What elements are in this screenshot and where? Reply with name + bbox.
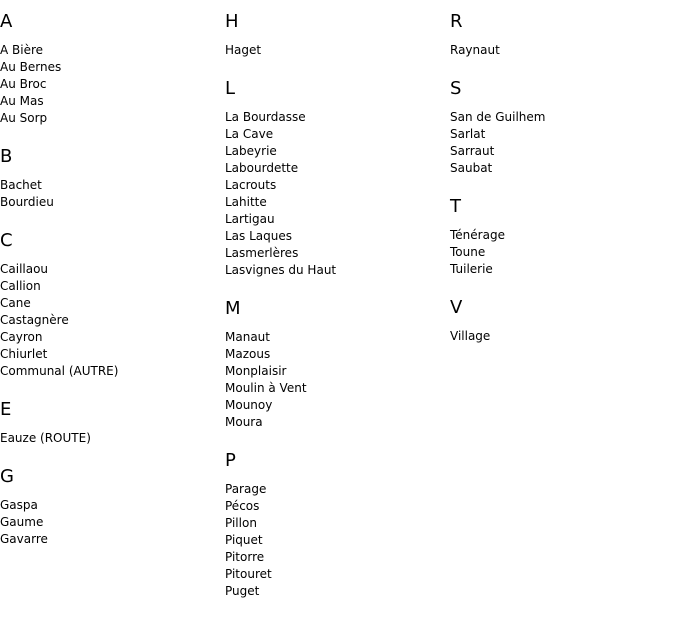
index-column-3 [450,0,670,345]
place-link[interactable]: Bourdieu [0,195,54,209]
place-link[interactable]: Lacrouts [225,178,277,192]
place-link[interactable]: Cayron [0,330,43,344]
place-link[interactable]: Castagnère [0,313,69,327]
place-list [0,430,220,447]
place-link[interactable]: Piquet [225,533,263,547]
place-link[interactable]: Callion [0,279,41,293]
letter-heading: B [0,146,13,167]
place-link[interactable]: Gavarre [0,532,48,546]
place-link[interactable]: La Cave [225,127,274,141]
place-link[interactable]: Sarlat [450,127,486,141]
letter-heading: R [450,11,463,32]
letter-heading: H [225,11,239,32]
place-link[interactable]: Moulin à Vent [225,381,307,395]
place-list [0,42,220,127]
place-link[interactable]: Labourdette [225,161,299,175]
place-list [225,329,445,431]
place-link[interactable]: Gaume [0,515,44,529]
place-link[interactable]: Labeyrie [225,144,277,158]
letter-group-g [0,467,220,548]
place-link[interactable]: Village [450,329,491,343]
place-link[interactable]: Parage [225,482,267,496]
place-link[interactable]: Haget [225,43,262,57]
index-column-2 [225,0,445,600]
place-link[interactable]: Ténérage [450,228,505,242]
letter-group-p [225,451,445,600]
letter-group-e [0,400,220,447]
place-list [450,42,670,59]
place-link[interactable]: Eauze (ROUTE) [0,431,91,445]
letter-group-r [450,12,670,59]
place-link[interactable]: Au Broc [0,77,47,91]
place-list [0,177,220,211]
place-link[interactable]: Au Mas [0,94,44,108]
letter-heading: C [0,230,13,251]
place-list [450,109,670,177]
letter-heading: T [450,196,461,217]
place-link[interactable]: Manaut [225,330,270,344]
place-link[interactable]: Caillaou [0,262,49,276]
letter-group-h [225,12,445,59]
place-list [0,261,220,380]
place-link[interactable]: A Bière [0,43,44,57]
letter-heading: M [225,298,241,319]
place-link[interactable]: La Bourdasse [225,110,306,124]
place-list [225,42,445,59]
place-link[interactable]: Au Sorp [0,111,48,125]
place-link[interactable]: Lartigau [225,212,275,226]
place-link[interactable]: Saubat [450,161,493,175]
place-link[interactable]: Pillon [225,516,257,530]
letter-group-t [450,197,670,278]
letter-group-m [225,299,445,431]
place-link[interactable]: Tuilerie [450,262,493,276]
letter-heading: L [225,78,236,99]
letter-heading: E [0,399,12,420]
letter-group-v [450,298,670,345]
place-link[interactable]: Mazous [225,347,271,361]
letter-heading: A [0,11,13,32]
place-link[interactable]: San de Guilhem [450,110,546,124]
letter-group-s [450,79,670,177]
place-link[interactable]: Chiurlet [0,347,48,361]
place-list [225,481,445,600]
place-link[interactable]: Toune [450,245,486,259]
letter-group-a [0,12,220,127]
place-link[interactable]: Bachet [0,178,42,192]
place-link[interactable]: Communal (AUTRE) [0,364,119,378]
letter-heading: V [450,297,463,318]
place-link[interactable]: Lasvignes du Haut [225,263,337,277]
place-link[interactable]: Cane [0,296,31,310]
place-link[interactable]: Raynaut [450,43,500,57]
place-link[interactable]: Moura [225,415,263,429]
index-column-1 [0,0,220,548]
place-link[interactable]: Las Laques [225,229,293,243]
place-link[interactable]: Monplaisir [225,364,287,378]
place-link[interactable]: Pitouret [225,567,272,581]
place-link[interactable]: Pécos [225,499,260,513]
place-link[interactable]: Mounoy [225,398,273,412]
letter-heading: S [450,78,462,99]
letter-group-b [0,147,220,211]
place-link[interactable]: Lahitte [225,195,267,209]
place-link[interactable]: Au Bernes [0,60,62,74]
place-link[interactable]: Sarraut [450,144,495,158]
letter-heading: P [225,450,236,471]
place-link[interactable]: Lasmerlères [225,246,299,260]
place-list [0,497,220,548]
letter-group-c [0,231,220,380]
place-list [225,109,445,279]
place-link[interactable]: Gaspa [0,498,38,512]
place-list [450,227,670,278]
letter-heading: G [0,466,14,487]
place-link[interactable]: Pitorre [225,550,265,564]
place-link[interactable]: Puget [225,584,260,598]
letter-group-l [225,79,445,279]
place-list [450,328,670,345]
